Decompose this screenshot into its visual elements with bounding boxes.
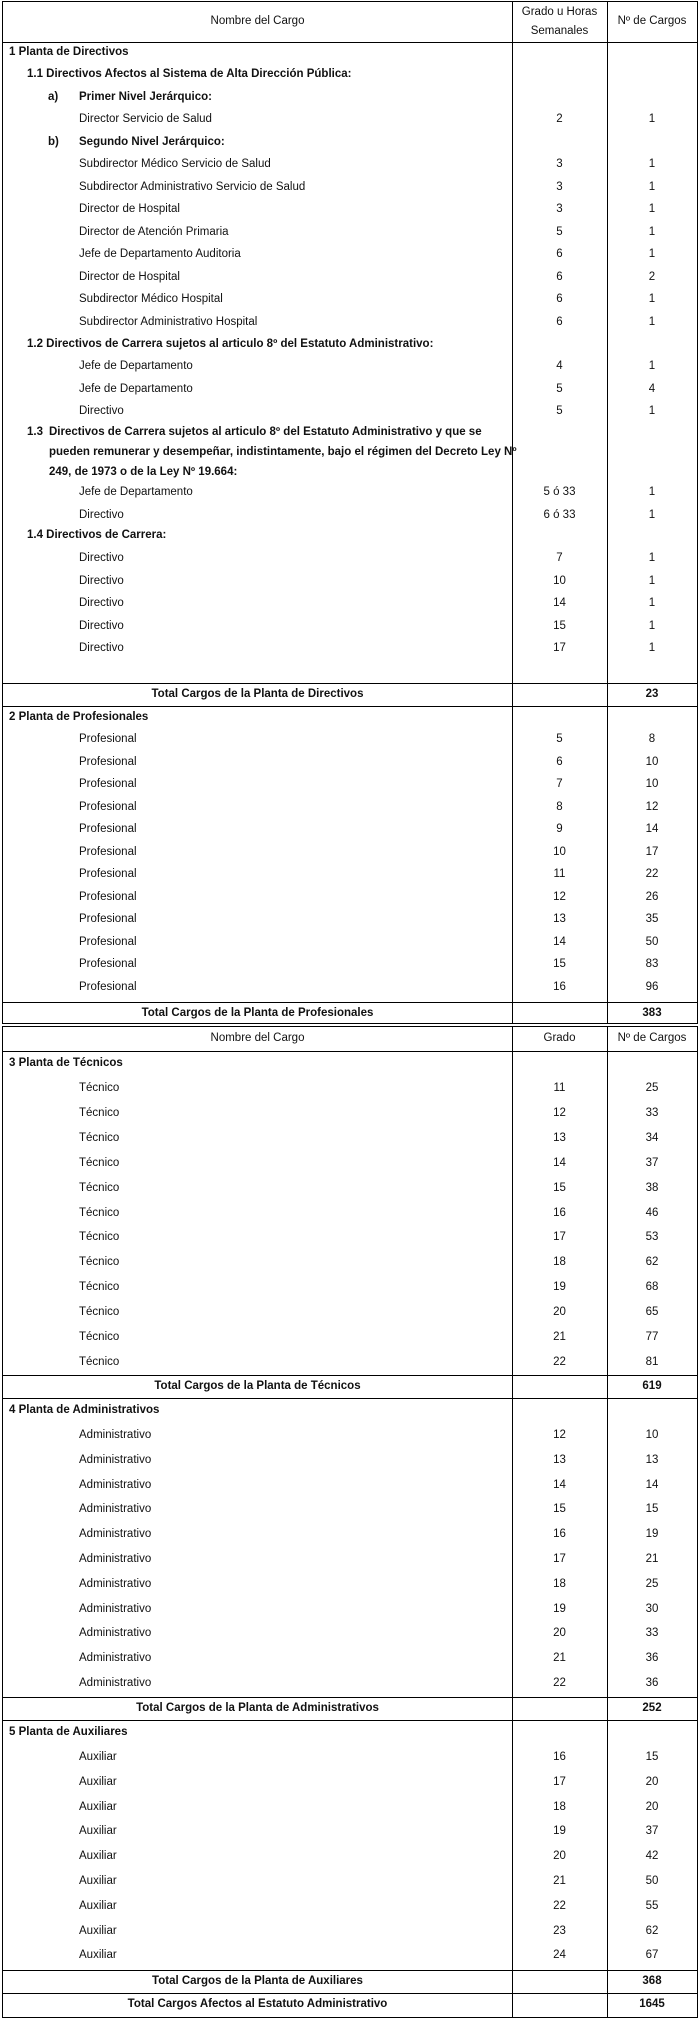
- total-label: Total Cargos de la Planta de Directivos: [151, 688, 364, 700]
- cargo-grade: 21: [553, 1652, 566, 1665]
- cargo-name: Administrativo: [79, 1627, 152, 1640]
- table-row: [3, 1328, 697, 1346]
- cargo-name: Técnico: [79, 1181, 120, 1194]
- cargo-count: 1: [648, 574, 656, 587]
- cargo-grade: 6: [556, 293, 563, 305]
- cargo-name: Jefe de Departamento Auditoria: [79, 248, 241, 260]
- cargo-name: Directivo: [79, 508, 124, 521]
- table-row: [3, 1922, 697, 1940]
- cargo-grade: 16: [553, 980, 566, 993]
- cargo-count: 1: [648, 225, 656, 238]
- cargo-count: 36: [645, 1652, 659, 1665]
- subsection-title: 1.1 Directivos Afectos al Sistema de Alta Dirección Pública:: [27, 68, 352, 80]
- table-row: [3, 888, 697, 906]
- cargo-grade: 19: [553, 1825, 566, 1838]
- cargo-name: Jefe de Departamento: [79, 360, 193, 372]
- cargo-grade: 15: [553, 1181, 566, 1194]
- header-name: Nombre del Cargo: [210, 15, 305, 27]
- cargo-grade: 5: [556, 382, 563, 395]
- cargo-name: Auxiliar: [79, 1825, 117, 1838]
- cargo-name: Administrativo: [79, 1652, 152, 1665]
- table-row: [3, 1179, 697, 1197]
- table-row: [3, 1773, 697, 1791]
- cargo-name: Directivo: [79, 619, 124, 632]
- table-row: [3, 1649, 697, 1667]
- table-row: [3, 402, 697, 420]
- total-value: 368: [642, 1975, 662, 1987]
- table-row: [3, 1550, 697, 1568]
- table-row: [3, 1946, 697, 1964]
- cargo-name: Directivo: [79, 642, 124, 654]
- cargo-count: 33: [645, 1106, 659, 1119]
- cargo-grade: 16: [553, 1206, 566, 1219]
- cargo-count: 37: [645, 1156, 659, 1169]
- cargo-grade: 10: [553, 845, 566, 858]
- cargo-name: Auxiliar: [79, 1949, 117, 1962]
- cargo-count: 1: [648, 552, 656, 564]
- cargo-name: Técnico: [79, 1082, 120, 1094]
- cargo-count: 10: [645, 778, 659, 790]
- table-row: [3, 1079, 697, 1097]
- grand-total-value: 1645: [639, 1998, 665, 2010]
- cargo-grade: 13: [553, 913, 566, 925]
- cargo-count: 1: [648, 293, 656, 305]
- cargo-count: 1: [648, 113, 656, 125]
- cargo-count: 1: [648, 248, 656, 260]
- cargo-name: Administrativo: [79, 1528, 152, 1541]
- cargo-name: Profesional: [79, 958, 137, 970]
- cargo-grade: 22: [553, 1355, 566, 1368]
- table-row: [3, 268, 697, 286]
- cargo-grade: 17: [553, 1775, 566, 1788]
- cargo-count: 1: [648, 619, 656, 632]
- subsection-title: a) Primer Nivel Jerárquico:: [48, 91, 212, 103]
- cargo-count: 1: [648, 203, 656, 215]
- cargo-name: Directivo: [79, 405, 124, 417]
- cargo-name: Auxiliar: [79, 1751, 117, 1763]
- cargo-count: 4: [648, 382, 656, 395]
- table-row: [3, 110, 697, 128]
- subsection-title: b) Segundo Nivel Jerárquico:: [48, 136, 225, 148]
- cargo-count: 53: [645, 1231, 659, 1244]
- cargo-count: 96: [645, 980, 659, 993]
- table-row: [3, 1228, 697, 1246]
- cargo-count: 1: [648, 180, 656, 193]
- table-row: [3, 1525, 697, 1543]
- cargo-name: Técnico: [79, 1231, 120, 1244]
- table-row: [3, 820, 697, 838]
- table-header: [3, 2, 697, 43]
- cargo-grade: 6: [556, 248, 563, 260]
- cargo-grade: 19: [553, 1602, 566, 1615]
- table-directivos-profesionales: [2, 1, 698, 1024]
- cargo-grade: 3: [556, 158, 563, 170]
- cargo-grade: 9: [556, 823, 563, 835]
- grand-total-label: Total Cargos Afectos al Estatuto Administrativo: [127, 1998, 388, 2010]
- table-row: [3, 1129, 697, 1147]
- cargo-name: Subdirector Médico Hospital: [79, 293, 223, 305]
- cargo-grade: 14: [553, 597, 566, 609]
- cargo-grade: 5: [556, 733, 563, 745]
- table-row: [3, 1426, 697, 1444]
- total-label: Total Cargos de la Planta de Administrativos: [136, 1702, 379, 1714]
- table-row: [3, 910, 697, 928]
- cargo-grade: 13: [553, 1453, 566, 1466]
- cargo-name: Jefe de Departamento: [79, 486, 193, 498]
- cargo-count: 20: [645, 1800, 659, 1813]
- cargo-name: Profesional: [79, 868, 137, 880]
- cargo-count: 15: [645, 1503, 659, 1516]
- cargo-grade: 16: [553, 1528, 566, 1541]
- cargo-grade: 10: [553, 574, 566, 587]
- table-row: [3, 1476, 697, 1494]
- table-row: [3, 753, 697, 771]
- header-count: Nº de Cargos: [617, 1032, 687, 1044]
- table-row: [3, 617, 697, 635]
- table-row: [3, 313, 697, 331]
- table-row: [3, 1600, 697, 1618]
- total-label: Total Cargos de la Planta de Profesionales: [141, 1007, 374, 1019]
- total-row-profesionales: [3, 1002, 697, 1025]
- cargo-name: Director de Hospital: [79, 203, 180, 215]
- cargo-count: 1: [648, 405, 656, 417]
- cargo-grade: 3: [556, 203, 563, 215]
- table-row: [3, 155, 697, 173]
- cargo-grade: 16: [553, 1751, 566, 1763]
- cargo-count: 42: [645, 1850, 659, 1863]
- table-row: [3, 549, 697, 567]
- cargo-count: 77: [645, 1331, 659, 1343]
- cargo-grade: 15: [553, 958, 566, 970]
- cargo-grade: 14: [553, 935, 566, 948]
- cargo-name: Auxiliar: [79, 1850, 117, 1863]
- table-row: [3, 1872, 697, 1890]
- cargo-count: 55: [645, 1899, 659, 1912]
- cargo-count: 1: [648, 642, 656, 654]
- cargo-name: Jefe de Departamento: [79, 382, 193, 395]
- table-row: [3, 1847, 697, 1865]
- table-row: [3, 933, 697, 951]
- cargo-name: Administrativo: [79, 1553, 152, 1565]
- cargo-name: Profesional: [79, 980, 137, 993]
- cargo-grade: 4: [556, 360, 563, 372]
- cargo-grade: 22: [553, 1899, 566, 1912]
- total-row-auxiliares: [3, 1970, 697, 1994]
- table-row: [3, 200, 697, 218]
- cargo-count: 14: [645, 823, 659, 835]
- total-value: 252: [642, 1702, 662, 1714]
- cargo-name: Técnico: [79, 1256, 120, 1269]
- table-tecnicos-administrativos-auxiliares: [2, 1026, 698, 2018]
- cargo-count: 19: [645, 1528, 659, 1541]
- cargo-count: 34: [645, 1131, 659, 1144]
- cargo-grade: 15: [553, 619, 566, 632]
- cargo-name: Auxiliar: [79, 1875, 117, 1887]
- cargo-count: 13: [645, 1453, 659, 1466]
- table-row: [3, 1278, 697, 1296]
- cargo-name: Profesional: [79, 778, 137, 790]
- cargo-name: Profesional: [79, 845, 137, 858]
- cargo-name: Director Servicio de Salud: [79, 113, 212, 125]
- cargo-grade: 20: [553, 1850, 566, 1863]
- cargo-count: 1: [648, 315, 656, 328]
- header-grade-line1: Grado u Horas: [521, 6, 598, 18]
- cargo-grade: 24: [553, 1949, 566, 1962]
- cargo-count: 36: [645, 1677, 659, 1689]
- cargo-count: 83: [645, 958, 659, 970]
- total-row-tecnicos: [3, 1375, 697, 1399]
- cargo-count: 21: [645, 1553, 659, 1565]
- cargo-name: Profesional: [79, 800, 137, 813]
- cargo-count: 26: [645, 890, 659, 903]
- cargo-name: Técnico: [79, 1131, 120, 1144]
- cargo-count: 30: [645, 1602, 659, 1615]
- section-title: 1 Planta de Directivos: [9, 46, 129, 58]
- cargo-count: 67: [645, 1949, 659, 1962]
- table-row: [3, 1575, 697, 1593]
- cargo-grade: 2: [556, 113, 563, 125]
- cargo-name: Técnico: [79, 1106, 120, 1119]
- cargo-count: 25: [645, 1082, 659, 1094]
- cargo-name: Directivo: [79, 574, 124, 587]
- cargo-name: Auxiliar: [79, 1924, 117, 1937]
- cargo-count: 68: [645, 1281, 659, 1294]
- cargo-name: Profesional: [79, 890, 137, 903]
- table-row: [3, 1798, 697, 1816]
- cargo-name: Profesional: [79, 733, 137, 745]
- cargo-name: Director de Hospital: [79, 270, 180, 283]
- table-row: [3, 865, 697, 883]
- subsection-title: 1.2 Directivos de Carrera sujetos al articulo 8º del Estatuto Administrativo:: [27, 338, 434, 350]
- cargo-count: 15: [645, 1751, 659, 1763]
- header-name: Nombre del Cargo: [210, 1032, 305, 1044]
- cargo-grade: 18: [553, 1256, 566, 1269]
- table-row: [3, 245, 697, 263]
- cargo-name: Administrativo: [79, 1429, 152, 1441]
- table-row: [3, 506, 697, 524]
- cargo-grade: 12: [553, 1429, 566, 1441]
- cargo-grade: 19: [553, 1281, 566, 1294]
- table-row: [3, 1253, 697, 1271]
- cargo-name: Administrativo: [79, 1577, 152, 1590]
- table-row: [3, 1897, 697, 1915]
- cargo-name: Profesional: [79, 913, 137, 925]
- total-label: Total Cargos de la Planta de Auxiliares: [152, 1975, 363, 1987]
- cargo-grade: 14: [553, 1156, 566, 1169]
- table-row: [3, 1500, 697, 1518]
- cargo-grade: 12: [553, 1106, 566, 1119]
- cargo-name: Técnico: [79, 1281, 120, 1294]
- cargo-grade: 21: [553, 1331, 566, 1343]
- cargo-count: 1: [648, 158, 656, 170]
- cargo-name: Administrativo: [79, 1478, 152, 1491]
- cargo-count: 46: [645, 1206, 659, 1219]
- cargo-count: 35: [645, 913, 659, 925]
- cargo-count: 38: [645, 1181, 659, 1194]
- cargo-count: 62: [645, 1256, 659, 1269]
- cargo-name: Administrativo: [79, 1677, 152, 1689]
- total-value: 619: [642, 1380, 662, 1392]
- cargo-name: Directivo: [79, 597, 124, 609]
- cargo-name: Profesional: [79, 935, 137, 948]
- table-row: [3, 843, 697, 861]
- subsection-title: 1.3 Directivos de Carrera sujetos al articulo 8º del Estatuto Administrativo y que se pueden remunerar y desempeñar, indistintamente, bajo el régimen del Decreto Ley Nº 249, de 1973 o de la Ley Nº 19.664:: [27, 426, 517, 478]
- table-row: [3, 1353, 697, 1371]
- section-title: 3 Planta de Técnicos: [9, 1057, 123, 1069]
- header-grade-line2: Semanales: [530, 25, 589, 37]
- cargo-count: 17: [645, 845, 659, 858]
- section-title: 5 Planta de Auxiliares: [9, 1726, 128, 1738]
- cargo-grade: 7: [556, 552, 563, 564]
- total-value: 383: [642, 1007, 662, 1019]
- table-row: [3, 1154, 697, 1172]
- cargo-name: Administrativo: [79, 1453, 152, 1466]
- cargo-grade: 6: [556, 755, 563, 768]
- total-value: 23: [645, 688, 659, 700]
- cargo-count: 14: [645, 1478, 659, 1491]
- cargo-grade: 17: [553, 1231, 566, 1244]
- cargo-name: Subdirector Médico Servicio de Salud: [79, 158, 271, 170]
- cargo-name: Administrativo: [79, 1503, 152, 1516]
- cargo-grade: 7: [556, 778, 563, 790]
- cargo-grade: 17: [553, 1553, 566, 1565]
- table-row: [3, 978, 697, 996]
- cargo-count: 1: [648, 597, 656, 609]
- total-row-directivos: [3, 683, 697, 707]
- cargo-count: 50: [645, 935, 659, 948]
- cargo-grade: 11: [553, 1082, 566, 1094]
- table-row: [3, 572, 697, 590]
- cargo-count: 1: [648, 486, 656, 498]
- cargo-count: 33: [645, 1627, 659, 1640]
- cargo-count: 50: [645, 1875, 659, 1887]
- section-title: 2 Planta de Profesionales: [9, 711, 149, 723]
- cargo-count: 10: [645, 1429, 659, 1441]
- cargo-count: 8: [648, 733, 656, 745]
- table-row: [3, 223, 697, 241]
- section-title: 4 Planta de Administrativos: [9, 1404, 160, 1416]
- cargo-grade: 17: [553, 642, 566, 654]
- cargo-name: Profesional: [79, 755, 137, 768]
- cargo-count: 1: [648, 508, 656, 521]
- cargo-grade: 20: [553, 1306, 566, 1319]
- cargo-count: 2: [648, 270, 656, 283]
- cargo-name: Profesional: [79, 823, 137, 835]
- table-row: [3, 1748, 697, 1766]
- table-row: [3, 1822, 697, 1840]
- cargo-grade: 21: [553, 1875, 566, 1887]
- table-row: [3, 775, 697, 793]
- cargo-count: 1: [648, 360, 656, 372]
- cargo-grade: 14: [553, 1478, 566, 1491]
- cargo-name: Técnico: [79, 1306, 120, 1319]
- table-row: [3, 380, 697, 398]
- table-row: [3, 483, 697, 501]
- cargo-count: 65: [645, 1306, 659, 1319]
- table-row: [3, 357, 697, 375]
- cargo-grade: 5: [556, 405, 563, 417]
- table-row: [3, 730, 697, 748]
- cargo-grade: 20: [553, 1627, 566, 1640]
- cargo-name: Subdirector Administrativo Hospital: [79, 315, 258, 328]
- table-row: [3, 290, 697, 308]
- cargo-name: Subdirector Administrativo Servicio de Salud: [79, 180, 306, 193]
- cargo-name: Técnico: [79, 1206, 120, 1219]
- table-row: [3, 1303, 697, 1321]
- cargo-name: Auxiliar: [79, 1800, 117, 1813]
- cargo-grade: 18: [553, 1800, 566, 1813]
- table-row: [3, 178, 697, 196]
- cargo-count: 25: [645, 1577, 659, 1590]
- header-count: Nº de Cargos: [617, 15, 687, 27]
- cargo-count: 10: [645, 755, 659, 768]
- table-row: [3, 955, 697, 973]
- cargo-count: 62: [645, 1924, 659, 1937]
- cargo-name: Administrativo: [79, 1602, 152, 1615]
- cargo-grade: 8: [556, 800, 563, 813]
- cargo-grade: 11: [553, 868, 566, 880]
- cargo-count: 20: [645, 1775, 659, 1788]
- table-row: [3, 1104, 697, 1122]
- cargo-grade: 23: [553, 1924, 566, 1937]
- cargo-grade: 5 ó 33: [543, 486, 576, 498]
- grand-total-row: [3, 1994, 697, 2017]
- cargo-count: 12: [645, 800, 659, 813]
- table-row: [3, 1451, 697, 1469]
- cargo-name: Técnico: [79, 1355, 120, 1368]
- cargo-grade: 22: [553, 1677, 566, 1689]
- cargo-grade: 15: [553, 1503, 566, 1516]
- cargo-grade: 18: [553, 1577, 566, 1590]
- cargo-count: 37: [645, 1825, 659, 1838]
- cargo-name: Auxiliar: [79, 1775, 117, 1788]
- cargo-grade: 6: [556, 315, 563, 328]
- subsection-title: 1.4 Directivos de Carrera:: [27, 529, 167, 541]
- cargo-grade: 6 ó 33: [543, 508, 576, 521]
- cargo-name: Director de Atención Primaria: [79, 225, 229, 238]
- cargo-grade: 12: [553, 890, 566, 903]
- cargo-count: 81: [645, 1355, 659, 1368]
- table-header: [3, 1027, 697, 1052]
- table-row: [3, 1674, 697, 1692]
- table-row: [3, 594, 697, 612]
- cargo-name: Técnico: [79, 1331, 120, 1343]
- cargo-grade: 13: [553, 1131, 566, 1144]
- table-row: [3, 1204, 697, 1222]
- cargo-name: Auxiliar: [79, 1899, 117, 1912]
- cargo-name: Directivo: [79, 552, 124, 564]
- header-grade: Grado: [543, 1032, 576, 1044]
- table-row: [3, 639, 697, 657]
- table-row: [3, 798, 697, 816]
- cargo-count: 22: [645, 868, 659, 880]
- table-row: [3, 1624, 697, 1642]
- total-row-administrativos: [3, 1697, 697, 1721]
- total-label: Total Cargos de la Planta de Técnicos: [154, 1380, 361, 1392]
- cargo-grade: 3: [556, 180, 563, 193]
- cargo-grade: 5: [556, 225, 563, 238]
- cargo-name: Técnico: [79, 1156, 120, 1169]
- cargo-grade: 6: [556, 270, 563, 283]
